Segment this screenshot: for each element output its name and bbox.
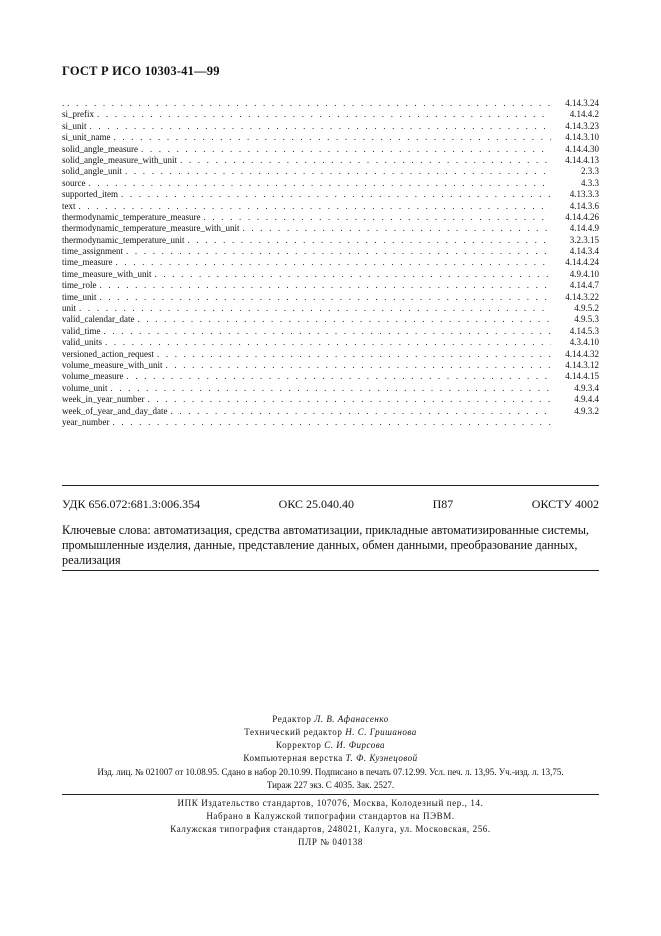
credit-name: Т. Ф. Кузнецовой [345, 753, 418, 763]
index-row [62, 383, 599, 394]
index-term: week_in_year_number [62, 394, 145, 405]
index-term: text [62, 200, 76, 211]
leader-dots [111, 383, 552, 394]
credit-name: Л. В. Афанасенко [314, 714, 389, 724]
credit-role: Редактор [272, 714, 312, 724]
index-row [62, 246, 599, 257]
credit-line [62, 739, 599, 752]
index-term: solid_angle_measure [62, 143, 138, 154]
leader-dots [125, 166, 551, 177]
index-row [62, 280, 599, 291]
classification-line [62, 497, 599, 512]
index-row [62, 155, 599, 166]
index-term: valid_calendar_date [62, 314, 135, 325]
leader-dots [121, 189, 551, 200]
index-row [62, 132, 599, 143]
leader-dots [126, 371, 551, 382]
index-row [62, 144, 599, 155]
leader-dots [79, 303, 551, 314]
leader-dots [90, 121, 551, 132]
publication-info [62, 766, 599, 792]
index-term: volume_unit [62, 382, 108, 393]
leader-dots [104, 326, 552, 337]
leader-dots [137, 314, 551, 325]
index-row [62, 235, 599, 246]
leader-dots [147, 394, 551, 405]
index-row [62, 178, 599, 189]
leader-dots [89, 178, 552, 189]
credit-line [62, 726, 599, 739]
index-row [62, 201, 599, 212]
index-ref: 4.14.3.10 [565, 132, 599, 143]
leader-dots [105, 337, 551, 348]
index-ref: 4.14.3.22 [565, 291, 599, 302]
index-term: si_unit [62, 120, 87, 131]
index-term: time_measure_with_unit [62, 268, 152, 279]
index-term: week_of_year_and_day_date [62, 405, 168, 416]
okstu-code: ОКСТУ 4002 [531, 497, 599, 511]
credits-block [62, 713, 599, 765]
index-row [62, 109, 599, 120]
leader-dots [203, 212, 551, 223]
index-ref: 4.9.4.10 [569, 268, 599, 279]
leader-dots [79, 201, 552, 212]
index-term: thermodynamic_temperature_measure_with_unit [62, 223, 240, 234]
index-row [62, 360, 599, 371]
index-row [62, 257, 599, 268]
leader-dots [157, 349, 551, 360]
index-row [62, 326, 599, 337]
p-code: П87 [432, 497, 454, 511]
printing-line-4: ПЛР № 040138 [298, 837, 363, 847]
index-ref: 4.14.4.32 [565, 348, 599, 359]
index-ref: 4.14.3.4 [569, 246, 599, 257]
leader-dots [141, 144, 551, 155]
publication-line-2: Тираж 227 экз. С 4035. Зак. 2527. [266, 780, 395, 790]
leader-dots [165, 360, 551, 371]
credit-name: Н. С. Гришанова [345, 727, 417, 737]
index-term: si_prefix [62, 109, 94, 120]
index-ref: 4.14.5.3 [569, 325, 599, 336]
leader-dots [67, 98, 551, 109]
index-ref: 4.14.4.15 [565, 371, 599, 382]
index-ref: 2.3.3 [581, 166, 599, 177]
leader-dots [112, 417, 551, 428]
index-term: . [62, 98, 65, 108]
index-term: time_unit [62, 291, 97, 302]
index-ref: 4.14.4.13 [565, 154, 599, 165]
leader-dots [114, 132, 552, 143]
index-row [62, 406, 599, 417]
credit-line [62, 752, 599, 765]
credit-line [62, 713, 599, 726]
index-ref: 4.14.3.24 [565, 98, 599, 108]
index-term: year_number [62, 416, 110, 427]
divider-bottom [62, 570, 599, 571]
index-term: time_measure [62, 257, 113, 268]
index-term: valid_time [62, 325, 101, 336]
index-term: time_assignment [62, 246, 123, 257]
index-row [62, 121, 599, 132]
leader-dots [115, 257, 551, 268]
index-row [62, 189, 599, 200]
index-ref: 3.2.3.15 [569, 234, 599, 245]
divider-printing [62, 794, 599, 795]
term-index [62, 98, 599, 428]
leader-dots [170, 406, 551, 417]
index-ref: 4.3.3 [581, 177, 599, 188]
index-ref: 4.3.4.10 [569, 337, 599, 348]
index-row [62, 223, 599, 234]
index-term: solid_angle_unit [62, 166, 122, 177]
index-ref: 4.14.4.9 [569, 223, 599, 234]
leader-dots [100, 280, 552, 291]
keywords: Ключевые слова: автоматизация, средства автоматизации, прикладные автоматизированные системы, промышленные изделия, данные, представление данных, обмен данными, преобразование данных, реализация [62, 523, 589, 567]
index-term: versioned_action_request [62, 348, 154, 359]
index-row [62, 349, 599, 360]
leader-dots [187, 235, 551, 246]
index-row [62, 417, 599, 428]
index-ref: 4.14.4.24 [565, 257, 599, 268]
printing-line-3: Калужская типография стандартов, 248021, Калуга, ул. Московская, 256. [170, 824, 491, 834]
printing-line-1: ИПК Издательство стандартов, 107076, Москва, Колодезный пер., 14. [177, 798, 484, 808]
index-term: unit [62, 303, 77, 314]
leader-dots [154, 269, 551, 280]
divider-top [62, 485, 599, 486]
index-row [62, 98, 599, 109]
oks-code: ОКС 25.040.40 [278, 497, 355, 511]
index-ref: 4.9.5.3 [574, 314, 599, 325]
leader-dots [126, 246, 551, 257]
index-ref: 4.9.5.2 [574, 303, 599, 314]
index-row [62, 212, 599, 223]
index-term: valid_units [62, 337, 102, 348]
index-ref: 4.14.4.2 [569, 109, 599, 120]
index-term: si_unit_name [62, 132, 111, 143]
leader-dots [100, 292, 552, 303]
index-ref: 4.9.3.2 [574, 405, 599, 416]
index-ref: 4.13.3.3 [569, 189, 599, 200]
index-term: thermodynamic_temperature_measure [62, 211, 201, 222]
index-row [62, 166, 599, 177]
udk-code: УДК 656.072:681.3:006.354 [62, 497, 201, 511]
index-term: thermodynamic_temperature_unit [62, 234, 185, 245]
index-term: volume_measure [62, 371, 124, 382]
index-ref: 4.14.3.23 [565, 120, 599, 131]
index-ref: 4.9.4.4 [574, 394, 599, 405]
index-row [62, 292, 599, 303]
index-ref: 4.14.4.7 [569, 280, 599, 291]
printing-line-2: Набрано в Калужской типографии стандартов на ПЭВМ. [206, 811, 455, 821]
index-term: source [62, 177, 86, 188]
publication-line-1: Изд. лиц. № 021007 от 10.08.95. Сдано в набор 20.10.99. Подписано в печать 07.12.99. Усл. печ. л. 13,95. Уч.-изд. л. 13,75. [97, 767, 564, 777]
index-term: solid_angle_measure_with_unit [62, 154, 177, 165]
index-ref: 4.14.3.6 [569, 200, 599, 211]
printing-info [62, 797, 599, 849]
index-ref: 4.14.4.26 [565, 211, 599, 222]
index-row [62, 303, 599, 314]
index-term: volume_measure_with_unit [62, 359, 163, 370]
credit-role: Корректор [275, 740, 322, 750]
index-row [62, 371, 599, 382]
index-row [62, 314, 599, 325]
index-term: supported_item [62, 189, 118, 200]
leader-dots [97, 109, 551, 120]
index-term: time_role [62, 280, 97, 291]
index-row [62, 269, 599, 280]
index-ref: 4.14.4.30 [565, 143, 599, 154]
credit-name: С. И. Фирсова [324, 740, 386, 750]
index-ref: 4.14.3.12 [565, 359, 599, 370]
credit-role: Технический редактор [244, 727, 343, 737]
leader-dots [242, 223, 551, 234]
leader-dots [180, 155, 551, 166]
index-row [62, 337, 599, 348]
index-row [62, 394, 599, 405]
page-header [62, 64, 220, 79]
index-ref: 4.9.3.4 [574, 382, 599, 393]
standard-title: ГОСТ Р ИСО 10303-41—99 [62, 64, 220, 78]
credit-role: Компьютерная верстка [243, 753, 343, 763]
